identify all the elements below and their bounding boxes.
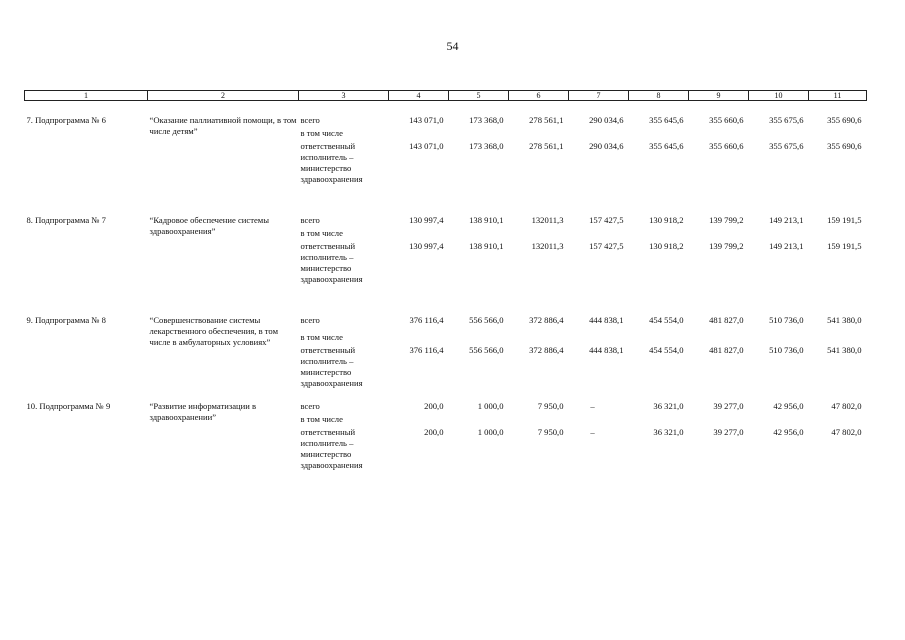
total-value: 278 561,1 — [529, 115, 564, 125]
responsible-value: 143 071,0 — [409, 141, 444, 151]
responsible-value: 355 675,6 — [769, 141, 804, 151]
responsible-value: 376 116,4 — [409, 345, 444, 355]
responsible-value: 541 380,0 — [827, 345, 862, 355]
column-header: 4 — [389, 91, 449, 101]
responsible-value: 149 213,1 — [769, 241, 804, 251]
responsible-value: 7 950,0 — [537, 427, 564, 437]
total-value: 159 191,5 — [827, 215, 862, 225]
responsible-value: 157 427,5 — [589, 241, 624, 251]
total-value: 130 918,2 — [649, 215, 684, 225]
responsible-label: ответственный исполнитель – министерство здравоохранения — [300, 427, 363, 470]
column-header: 3 — [299, 91, 389, 101]
total-value: 372 886,4 — [529, 315, 564, 325]
total-value: 132011,3 — [531, 215, 564, 225]
incl-label: в том числе — [300, 332, 343, 342]
responsible-value: 290 034,6 — [589, 141, 624, 151]
program-title: “Оказание паллиативной помощи, в том числе детям” — [149, 115, 297, 136]
table-row-total — [25, 285, 867, 326]
responsible-value: 36 321,0 — [653, 427, 684, 437]
responsible-value: 1 000,0 — [477, 427, 504, 437]
total-value: 376 116,4 — [409, 315, 444, 325]
total-value: 39 277,0 — [713, 401, 744, 411]
responsible-value: 132011,3 — [531, 241, 564, 251]
total-value: 355 660,6 — [709, 115, 744, 125]
program-name: 10. Подпрограмма № 9 — [26, 401, 111, 411]
total-value: 7 950,0 — [537, 401, 564, 411]
total-value: 510 736,0 — [769, 315, 804, 325]
incl-label: в том числе — [300, 128, 343, 138]
total-value: 138 910,1 — [469, 215, 504, 225]
responsible-value: 200,0 — [424, 427, 444, 437]
total-value: 130 997,4 — [409, 215, 444, 225]
responsible-value: 355 660,6 — [709, 141, 744, 151]
responsible-value: 130 997,4 — [409, 241, 444, 251]
column-header: 7 — [569, 91, 629, 101]
page-number: 54 — [446, 39, 459, 53]
table-row-total — [25, 389, 867, 412]
column-header: 6 — [509, 91, 569, 101]
total-label: всего — [300, 401, 320, 411]
total-value: 143 071,0 — [409, 115, 444, 125]
total-value: 444 838,1 — [589, 315, 624, 325]
table-row-total — [25, 185, 867, 226]
program-title: “Совершенствование системы лекарственного обеспечения, в том числе в амбулаторных условиях” — [149, 315, 279, 347]
responsible-value: 481 827,0 — [709, 345, 744, 355]
total-value: 355 675,6 — [769, 115, 804, 125]
program-name: 7. Подпрограмма № 6 — [26, 115, 106, 125]
responsible-value: 47 802,0 — [831, 427, 862, 437]
responsible-value: 556 566,0 — [469, 345, 504, 355]
responsible-label: ответственный исполнитель – министерство здравоохранения — [300, 141, 363, 184]
program-title: “Кадровое обеспечение системы здравоохранения” — [149, 215, 269, 236]
incl-empty — [389, 126, 867, 139]
incl-label: в том числе — [300, 228, 343, 238]
incl-empty — [389, 226, 867, 239]
incl-empty — [389, 412, 867, 425]
responsible-value: 510 736,0 — [769, 345, 804, 355]
total-value: 139 799,2 — [709, 215, 744, 225]
responsible-label: ответственный исполнитель – министерство здравоохранения — [300, 345, 363, 388]
responsible-value: 130 918,2 — [649, 241, 684, 251]
column-header: 5 — [449, 91, 509, 101]
total-label: всего — [300, 115, 320, 125]
column-header: 10 — [749, 91, 809, 101]
program-name: 8. Подпрограмма № 7 — [26, 215, 106, 225]
total-value: 541 380,0 — [827, 315, 862, 325]
column-header: 2 — [148, 91, 299, 101]
total-value: – — [590, 401, 595, 411]
total-value: 36 321,0 — [653, 401, 684, 411]
total-label: всего — [300, 315, 320, 325]
responsible-value: 39 277,0 — [713, 427, 744, 437]
total-value: 47 802,0 — [831, 401, 862, 411]
responsible-value: 372 886,4 — [529, 345, 564, 355]
total-value: 290 034,6 — [589, 115, 624, 125]
budget-table — [24, 90, 867, 471]
responsible-value: 444 838,1 — [589, 345, 624, 355]
total-value: 42 956,0 — [773, 401, 804, 411]
program-name: 9. Подпрограмма № 8 — [26, 315, 106, 325]
total-value: 355 690,6 — [827, 115, 862, 125]
responsible-value: 42 956,0 — [773, 427, 804, 437]
responsible-value: – — [590, 427, 595, 437]
responsible-value: 159 191,5 — [827, 241, 862, 251]
total-value: 454 554,0 — [649, 315, 684, 325]
total-value: 481 827,0 — [709, 315, 744, 325]
total-value: 173 368,0 — [469, 115, 504, 125]
column-number-row — [25, 91, 867, 101]
responsible-value: 355 645,6 — [649, 141, 684, 151]
responsible-value: 173 368,0 — [469, 141, 504, 151]
responsible-value: 278 561,1 — [529, 141, 564, 151]
column-header: 8 — [629, 91, 689, 101]
column-header: 11 — [809, 91, 867, 101]
total-label: всего — [300, 215, 320, 225]
incl-empty — [389, 326, 867, 343]
total-value: 157 427,5 — [589, 215, 624, 225]
incl-label: в том числе — [300, 414, 343, 424]
responsible-label: ответственный исполнитель – министерство здравоохранения — [300, 241, 363, 284]
total-value: 149 213,1 — [769, 215, 804, 225]
column-header: 9 — [689, 91, 749, 101]
responsible-value: 454 554,0 — [649, 345, 684, 355]
responsible-value: 139 799,2 — [709, 241, 744, 251]
responsible-value: 355 690,6 — [827, 141, 862, 151]
total-value: 556 566,0 — [469, 315, 504, 325]
total-value: 1 000,0 — [477, 401, 504, 411]
column-header: 1 — [25, 91, 148, 101]
program-title: “Развитие информатизации в здравоохранении” — [149, 401, 257, 422]
table-row-total — [25, 101, 867, 127]
responsible-value: 138 910,1 — [469, 241, 504, 251]
total-value: 355 645,6 — [649, 115, 684, 125]
total-value: 200,0 — [424, 401, 444, 411]
